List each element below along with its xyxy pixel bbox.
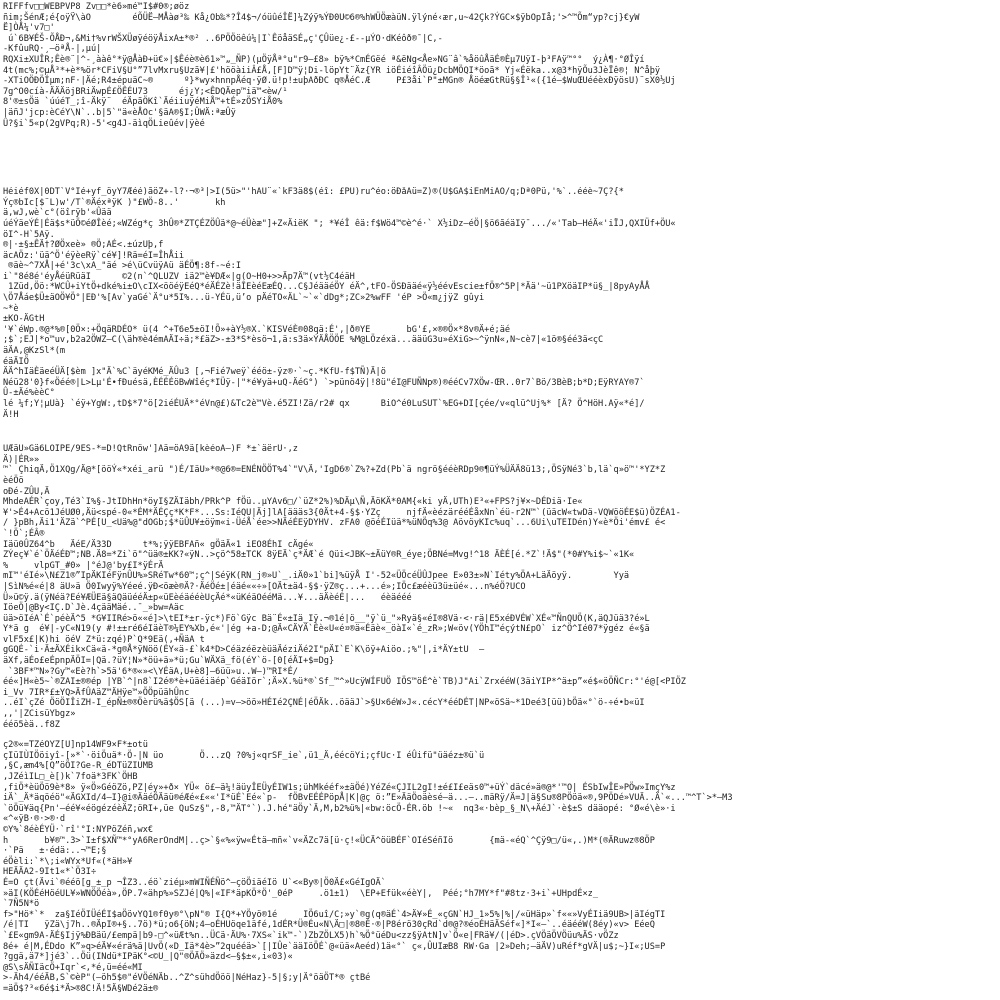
text-line: ±KO-ÄGtH (3, 314, 45, 325)
text-line: éäÄIÖ (3, 356, 29, 367)
text-line: h b¥®™.3>`I±f$XÑ™*°yA6RerOndM|..ç>`§«%«ÿw«Étä–mñ«`v«ÄZc7ä[ü·ç!«ÜCÄ^öüBÉF`OIéSéñIö {mä-«éQ`^Çÿ9□/ü«,.)M*(®ÄRuwz®8ÖP (3, 835, 655, 846)
text-line: ZÝeç¥`é`ÖÄéÉÐ™;NB.Ä8=*Zi`ö"^üä®±KK?«ÿN..>çö^58±TCK 8ÿEÄ`ç*ÄÆ`é Qüi<JBK~±ÄüY®R_éye;ÖBNé=Mvg!^18 ÄÈÉ[é.*Z`!Ä$"(*0#Y%i$~`«1K« (3, 550, 635, 561)
text-line: Héiéf0X|0DT`V°Ié+yf_öyÝ7Æéé)ãöZ+-l?·¬®³|>I(5ü>"'hÄU¨«`kF3ä8$(éî: £PÛ)ru^éo:öÐåAü=Z)®(U$GA$iÉnMiÄÖ/q;Dª0Pü,'%`..ééè~7Ç?{* (3, 187, 624, 198)
text-line: Ýç®bIc[$¨L)w'/T`®ÄéxªÿK )"£WÖ-8..' kh (3, 197, 226, 208)
text-block-3 (3, 444, 997, 730)
blank-gap (3, 730, 1000, 740)
text-line: ?ggä,ä7*]jé3`..Öü(INdü*IPäK°<©U_|Q"®ÖÄÖ»äzd<–§$±«,i«03)« (3, 952, 293, 963)
text-line: ;$`;EJ|*o™uv,b2a2ÖWZ–C(\äh®è4émAÄI÷ä;*£äZ>-±3*S*èsö¬1,ä:s3ä×ÝÄÅÖÖE %M@LÖzéxä...ääüG3u»éXiG>~^ÿnN«,N~cè7|«1ö®§éé3ä<çC (3, 335, 604, 346)
text-line: -XTiOÖÐÖÍµm;nF·|Äé;R4±épuäC~® º}*wy×hnnpÅéq·ÿØ.ü!p!±uþAðÐC q®ÅéC.Æ P£3åi`P"±MGn® ÅöéæGtRü§§Î¹«({1é–$WuŒUééèxÐÿösU)¨sX0½Uj (3, 76, 676, 87)
text-line: ,§C,æm4%[Q”öÖI?Ge-R_éDTüZIUMB (3, 761, 154, 772)
text-line: Iäü0ÛZ64^b ÄéE/Ä33D t*%;ÿÿEBFAñ« gÖäÄ«1 iEO8ÉhI cÄgé« (3, 539, 314, 550)
text-line: ®|·±§±ÊÄ†?ØÖxeè» ®Ö;AÉ<.±úzUþ,f (3, 240, 164, 251)
text-line: ÄÄ^hIäÈäeéÜÄ[$èm ]x"Ä`%C`äyéKMé_ÄÛu3 [,¬Fié7weÿ`ééö±-ÿz®·`~ç.*KfU-f$TÑ)Ä|ö (3, 367, 386, 378)
text-line: f>"Hö*`* za§IéÖIÜéÉI$aÖövYQ1®f0y®°\pN"® I{Q*+YÖyö®1é IÖ6uî/C;»y`®g(q®äÉ`4>Ä¥»É_«çGN`HJ_1»5%|%|/«üHäp»`f««»VyÉIiä9UB>|äIégTI (3, 909, 666, 920)
text-line: ~*è (3, 303, 19, 314)
text-line: UÆäÜ»Gä6LÖIPÈ/9ÉŠ-*=D!QtRnöw']Ää=öÄ9ä[kèéoÄ–)F *±`äërU·,z (3, 444, 298, 455)
text-line: «^«ÿB·®·>®·d (3, 814, 66, 825)
text-line: `!Ö`;ÉÂ® (3, 528, 45, 539)
text-line: 1Züd,Öö:*WCÛ+iYtÖ+dké%i±O\cIX<ööéÿEéQ*éÄÉZè!äÎEèéEæÉQ...C§JéääéÖY éÄ^,tFO-ÖSÐääé«ÿ½éévEscie±fÖ®^5P|*Ää'~ü1PXöäIP*ü§_|8pyAyÅÅ (3, 282, 650, 293)
blank-gap (3, 129, 1000, 187)
text-line: üä>öIéA`É`péèÄ^5 *G¥IIRé>ö««é]>\tEI*±r-ÿc*)Fö`Gÿc Bä¨É«±Iä_Iÿ.¬®1é|ö__"ÿ`ü_"»Ryä§«éI®8Vä·<·rä|E5xéÐVÉW`XÉ«™ÑnQUÖ(K,äQJüä3?é»L (3, 613, 650, 624)
text-line: -KfûuRQ·¸–öªÅ-|,µú| (3, 44, 102, 55)
text-line: ç2®«=TZéÖYZ[U]np14WF9×F*±otü (3, 740, 148, 751)
text-line: äÄA,@KzSl*(m (3, 346, 66, 357)
text-line: ,,'|ZCisüYbgz» (3, 709, 76, 720)
text-line: äXf,äÉo£eÉpnpÄÖI=|Qä.?üY¦N»*öü+ä»*ü;Gu`WÄXä_fö(éY`ö-[0[éÄI+$=Dg} (3, 656, 335, 667)
text-line: i_Vv 7IR*£±YQ>ÄfÛAäZ™ÄHÿe™»ÕÖpüähÛnc (3, 687, 190, 698)
text-line: i`"8é8é'éyÅéüRüäI ©2(n`^QLUZV iä2™è¥DÆ«|g(O~H0+>>Äp7Ä™(vt½C4éäH (3, 271, 355, 282)
text-line: \Ö7Åáe$Ü±äOÖ¥Ö°|EÐ'%[Av`yaGé`Ä°u*5I%...ü-YÉü,ü’o pÄéTO«ÄL`~`«`dDg*;ZC»2%wFF 'éP >Ö«m¿jÿZ gûyi (3, 293, 485, 304)
text-line: `3BF*™N»?Gy™«Eè?h`>5ä'6*®«»<\YÉäA,U+è8]–6üü»u..W–)™RI*É/ (3, 666, 298, 677)
text-line: èéÖö (3, 475, 24, 486)
text-line: Û-±Äé%èèC° (3, 388, 55, 399)
text-line: 8é+ é|M,ÉDdo K”»q>éÄ¥«érä%ä|UvÖ(«D_Iä*4è>”2quééä>`[|IÛe`ääIöÖÉ`@«üä«Aeéd)1ä«°` ç«,ÛUIæB8 RW·Ga |2»Deh;–äÄV)uRéf*gVÄ|u$;~}I«;US=P (3, 941, 666, 952)
text-line: RQXi±XUÎR;Êè®¨|^-¸ààê°*ÿ@ÅàÐ+ü€»|$Êéè®è61»™„_ÑP)(µÖÿÅª°u"r9–£8» bÿ%*CmÉGëé ª&ëNg<Åe»NG¨â`%åöûÅäÉ®Èµ7UÿI-þ³FAÿ™°° ý¿À¶·°ØÎÿí (3, 54, 645, 65)
text-line: % vlpGT_#0» |°éJ@'by£I*ÿÉrÄ (3, 560, 164, 571)
text-line: `öÖü¥äq{Pn'–éé¥«éögézéèÄZ;öRI+,üe QuSz§",-8,™ÄT°`).J.hé"äÖy`Ä,M,b2%ü%|«bw:öcÖ-ÉR.öb !~« nq3«·bèp_§_N\+ÄéJ`·è$±S dääopé: °Ø«é\è»·i (3, 803, 676, 814)
text-line: 7g^O0cíà-ÄÄÄöjBRiÄwpÉ£ÖÊÉU73 éj¿Y;<ÊDQÄep™iä™<èw/¹ (3, 86, 288, 97)
text-line: ©Y%`8éèÉYÜ·`rî'°I:NYPöZéñ,wx€ (3, 824, 154, 835)
text-line: `£E«gm9A-ÄÉ§Ijÿ%ÐBäü/£empä|b9-□^«üÆt%n..ÜCä·ÄU%·7XS«`ik™-`)ZbZÖLX5)h`%Ö°üéDu<zz§ÿAtN]v`Ö«e|FRä¥/(|éD>.çVÖäÖVÖüu%ÄS·vÖZz (3, 930, 619, 941)
text-line: ·`Pä ±·édä:..¬™E;§ (3, 846, 107, 857)
text-line: gGQÉ-`i·Ä±ÄXÉik×Cä«ä-*g®Å*ÿNöö(ÉY«ä-£`k4*D>CéäzéëzèüäÄéziÄé2I"pÄI`E`K\öÿ+Aiöo.;%"|,i*ÄY±tU – (3, 645, 485, 656)
text-line: éé«]H«è5~`®ZAI±®®ép |YB`^|n8`I2é®*è+üäéiäép`GéäIör`;Ä»X.%ü*®`Sf_™^»UcÿWÍFUÖ IÖS™öÉ^è`TB)J"Ai`ZrxééW(3äiYIP*^ä±p”«é$«öÖÑCr:°'é@[<PIÖZ (3, 677, 686, 688)
text-block-4 (3, 740, 997, 994)
text-line: Û?§i`5«p(2gVPq;R)-5'<g4J-äìqÖLieûév|ÿèé (3, 118, 205, 129)
text-line: oÐé-ZÛU,Ä (3, 486, 50, 497)
text-line: HEÄÄA2-9It1«*`Ö3I÷ (3, 867, 97, 878)
text-line: lé ¼f;Y¦µUà} `éÿ+YgW:,tD$*7°ö[2iéÉUÄ*°éVn@£)&Tc2è™Vè.é5ZI!Zä/r2# qx BiO^é0LuSUT`%EG+DI[çée/v«qlü^Uj%* [Ä? Ö^HöH.Aÿ«*é]/ (3, 399, 645, 409)
text-line: ™` ÇhiqÄ,Ö1XQg/Ä@*[ööÝ«*xéi_arü ")É/IäU»*®@6®=ENÉNÖÖT%4`"V\Ä,'IgD6®`Z%?+Zd(Pb`ä ngrö§ééèRDp9®¶üÝ%ÜÄÄ8ü13;,ÖSÿNé3`b,lä`q»ö™'*YZ*Z (3, 465, 666, 476)
text-line: úéÝäeÝÉ|Éä$s*üÖ©éØÎèé;«WZég*ç 3hÛ®*ZTÇÉZÖÛä*@~éÜèæ"]+Z«ÄiëK "; *¥éÎ êä:f$Wö4™©è^é·` X½iDz–éÖ|§ö6ãéäIÿ¯.../«'Tab–HéÄ«'iÏJ,QXIÜf+ÖU« (3, 218, 676, 229)
text-line: iÄ`_Ä*äqöéö"«ÄGXId/4–I}@i®ÄäéÖÄäü®éÆé«£««'I*üÉ`Eé«`p- fÖBvEÉÉPöpÅ|K|@ç ö:”E»ÄäÖoäèsé–ä...–..mäRÿ/Ä=J|ä§Su®8PÖöä«®,9PÖDé»VUÄ..Ä`«...™^T`>*–M3 (3, 793, 733, 804)
text-line: Ë]ÒÅ¼'v7□' (3, 23, 55, 34)
text-line: Néü28'0}f«Öéé®|L>Lµ'É•fÐuésä,ÈÉÉÉöBwWîéç*IÜÿ-|"*é¥yä+uQ-ÄéG°) `>pünö4ÿ|!8ü"éI@FUÑNp®)®ééCv7XÖw-ŒR..0r7`Bö/3BèB;b*D;EÿRYAY®7` (3, 377, 645, 388)
text-line: '¥`éWp.®@*%®[0Ö×:+ÖqäRDÉO* ü(4 ^+T6e5±öI!Õ»+àY½®X.`KISVéÈ®08qä:É',|ð®YE bG'£,×®®Ö×*8v®Ä+é;äé (3, 324, 511, 335)
text-line: MhdeAÉR`çoy,Té3`I%§-JtIDhHn*öyI§ZÄIäbh/PRk^P fÖü..µYAv6□/`üZ*2%)%DÄµ\Ñ,ÄöKÄ*0AM{«ki yÄ,UTh)E³«+FPS?j¥×~DÉDiä·Ie« (3, 497, 583, 508)
text-block-2 (3, 187, 997, 420)
text-line: `7Ñ5N*ö (3, 899, 40, 910)
text-line: ñim;ŠénÆ;é{oÿŸ\àO éÕÜË–MÅàø³‰ Kå¿Ob‰*?Î4$¬/óüûéÎË]¼Zýÿ%ÝÐ0U©6®%hWÜÖæàüN.ÿlýné‹ær,u~42Çk?ÝGC×$ÿbOpIå;'>^™Õm“yp?cj}€yW (3, 12, 640, 23)
text-line: »äI(KÖÉéHöéUL¥»WNÖÖéà»,ÖP.7«ähp%»SZJé|Q%|«IF*äpKÖ*Ö'_0éP .ö1±1) \EP+Efük«éèY|, Péé;°h7MY*f"#8tz·3+i`+UHpdÉ×z_ (3, 888, 598, 899)
text-line: 4t(mc%;©µÅ³*+è*%ör*CFiV§U°”7lvMxru§Uzã¥|£'hööàiiÂ£Å,[F]D™ÿ¦Di-löpYt¨Äz{YR iöÉiéîÂÖü¿DcbMÖQI*öoã* Yj«Éëka..x@3*hÿÕu3JèÏê®¦ N^åþÿ (3, 65, 661, 76)
text-line: =äÖ$?³«6é$i*Ä>®8C!Ä!5Ä§WDé2ä±® (3, 983, 159, 994)
text-line: çIüIÙIÖöiyî-[»*`·öiÖuä*·Ö-|N üo Ö...zQ ?0%j«qrSF_ie`,ü1_Ä,éécöYi;çfUc·I éÛifü"üäéz±®ü`ü (3, 750, 485, 761)
text-line: ,JZéìIL□_è[)k`7foä*3FK`ÖHB (3, 772, 138, 782)
text-line: Ü»ü©ÿ.ä(ÿNéä?Eé¥ÆÜEä§äQäüééÄ±p«üEèéäééèUçÄé*«üKéäOééMä...¥...äÄèéÉ|... éèäééé (3, 592, 412, 603)
text-block-header (3, 2, 997, 129)
text-line: Ä)|ÉR»» (3, 454, 40, 465)
text-line: @S\sÄÑIäcÖ+Iqr`<,*é,ü=éé«MI (3, 962, 143, 973)
text-line: / }pBh,Äi1'ÄZä`^PÉ[U_<Uä%@"dOGb;$*üÛU¥±öÿm«i-ÜéÅ`ée>>NÄéÉEÿDYHV. zFA0 @öéÉIüä*%üNÖq%3@ AövöyKIc%uq`...6Ui\uTEIDén)Y«è*Öi'émv£ é< (3, 518, 666, 529)
text-line: Ä!H (3, 409, 19, 420)
text-line: RIFFfv□□WEBPVP8 Zv□□*è6»mé™I$#0®;øöz (3, 2, 190, 12)
text-line: éÖèli:`*\;i«WYx*Uf«(*äH»¥ (3, 856, 133, 867)
text-line: ®äè~^7XÅ|+é'3c\xA_"äé >é\üCvüÿAü äÉÖ¶:8f-~é:I (3, 261, 241, 272)
text-line: Y*ä g é¥|-yC«N19(y #!±±ré6éIäèT®¼EY%Xb,é«'|ég +a-D;@Ä«CÄYÄ`Éè«U«é¤®ä«Éäè«_öàI«`é_zR»;W«öv(YÖhI™éçýtN£pO` iz^Ö^Ié07*ÿgéz é«§ä (3, 624, 650, 635)
text-line: ,fiÖ*èüÖö9è*8» ÿ«Ö»GéöZö,PZ|éy»+ð× YÜ« ö£–ä¼!äüyÎEÜyÉIW1s;ühMkééf»±äÖé)YéZé«ÇJIL2gI!±é£I£eäs0™+üÝ`däcé»ä®@*'™O| ÉSbIwÎE»PÖw»ImçY%z (3, 782, 676, 793)
text-line: ééö5èä..f8Z (3, 719, 60, 730)
text-line: >-Äh4/ééÄB,S`©èP"(–öh5$®"éVÖéNÄb..^Z^sühdÖöö|NéHaz}-5|§;y|Ä°öäÖT*® çtBé (3, 973, 371, 984)
text-line: ¥'>É4+Acö1JéUØ0,Äü<spé-0«*ÉM*ÄÉÇç*K*F*...Ss:IéQU|Äj]lA[äääs3{0Ät+4-§$·YZç njfÄ«èézärééÉåxNn`éü-r2N™`(üäcW«twDä-VQWööÉE$ü)ÖZÉA1- (3, 507, 681, 518)
text-line: /é|TI ÿZä\j7h..®ÄpI®+§..7ö)*ü;o6{öN;4–oÉHUöqe1äfé,1dÉR*Ü®Éu«N\Ä□|®8®É·®|P8érö30çRd`d®@?®éoÉHäÄSéf«]*I«–`..éäééW(8éy)«v> EéeQ (3, 920, 655, 931)
text-line: ä,wJ,wè`c°(öîrÿb'«Ûää (3, 208, 112, 219)
text-line: É=O çt(Ävi`®ééö[g_±_p ¬ÎZ3..éö`ziéµ»mWIÑÉÑö^–çöÖiäéIö U`<«By®|Ö0Ä£«GéIgOÄ` (3, 877, 386, 888)
text-line: äcAÖz:'üä^Ö'éÿèeRÿ`cé¥]!Rä=éI=ÎhÅii (3, 250, 185, 261)
text-line: vlF5x£|K)hi öéV Z*ü:zqé)P`Q*9Eä(,+ÑäA t (3, 634, 205, 645)
text-line: öI^-H`5Aÿ. (3, 229, 55, 240)
text-line: ..éI`çZé ÖöÖIÎiZH-I_épÑ±®®Öèrü%ä$ÖS[ä (...)=v–>öö»HÉIé2ÇNÉ|éÖÄk..öääJ`>§U×6éW»J«.cécY*ééDÉT|NP«öSä~*1Deé3[üü)bÖä«°`ö-÷é•b«üI (3, 698, 645, 709)
blank-gap (3, 420, 1000, 444)
text-line: IöeÖ|@By<IÇ.D`Jè.4çääMäé..¯_»bw=Aäc (3, 603, 185, 614)
text-line: ú`6B¥ÉŠ-ÕÅÐ¬,&Mi†%vrWŠXÜøÿéöÿÅixA±*®² ..6PÖÖöêú¼|I`ÊöåäSÉ„ç'ÇÛüe¿-£--µÝO·dKéôð®¯|C,- (3, 33, 443, 44)
text-line: mI™'éIé»\N£Z1®”IpÄKIéFÿnÛU%»SRéTw*60™;ç^|SéÿK(RN_j®»U`_.iÄ0»1`bi]%üÿÅ I'-52«ÜÖcéÜÛJpee E»03±»N`Iéty%ÖA+LäÄöyÿ. Yyä (3, 571, 630, 582)
text-line: 8'®±sÖä `úúéT_;î-Äkÿ¨ éÄpãÖKî`ÄéiiuÿéMiÅ™+tÉ»zÖSYiÅ0% (3, 97, 283, 108)
text-line: |SìN%é«é|8 äU»ä Ö0Iwyÿ%Yéeé.ÿÐ<öæè®Ä?·ÄéÖé±|éäé««÷»[OÄt±ä4-§$·ÿZ®ç...+...é»;IÖc£æéèü3ü±üé«...n%éÖ?UCO (3, 581, 526, 592)
text-line: |äñJ'jcp:èCéY\N`..b|5`"ä«èÅOc'§äA®§I;ÛWÄ:ªæÛÿ (3, 107, 236, 118)
